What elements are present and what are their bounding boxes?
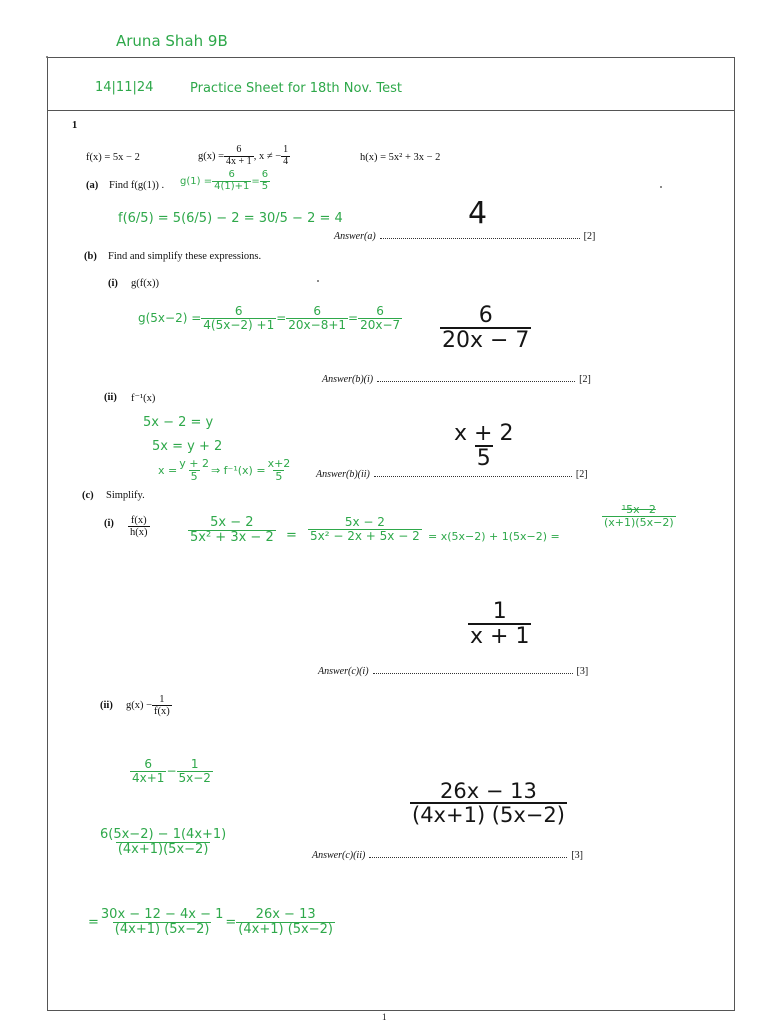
function-g-condition <box>281 145 290 167</box>
part-b-i-label: (i) <box>108 278 118 289</box>
part-c-i-work-1-num: 5x − 2 <box>210 515 254 530</box>
part-a-work-1-den: 4(1)+1 <box>214 180 250 192</box>
header-divider <box>47 110 735 111</box>
part-a-work-1-num: 6 <box>228 169 235 180</box>
part-c-ii-label: (ii) <box>100 700 113 711</box>
part-c-ii-work-1-den2: 5x−2 <box>178 770 211 785</box>
part-c-i-work-4-den: (x+1)(5x−2) <box>604 515 674 529</box>
part-b-ii-work-3-den2: 5 <box>275 469 283 483</box>
part-a-label: (a) <box>86 180 99 191</box>
part-b-ii-expr: f⁻¹(x) <box>131 393 156 404</box>
part-b-i-work-num: 6 <box>234 304 243 318</box>
part-c-i-work-eq: = <box>286 528 297 543</box>
part-a-work-1-num2: 6 <box>261 169 269 180</box>
part-c-ii-work-1-num: 6 <box>144 757 153 771</box>
part-c-i-answer-line <box>318 661 588 679</box>
part-b-i-answer-line <box>322 369 591 387</box>
part-c-ii-work-3-left: = <box>88 914 99 930</box>
part-c-ii-work-3-den: (4x+1) (5x−2) <box>114 921 210 937</box>
header-date: 14|11|24 <box>95 80 154 95</box>
part-b-i-work-frac2 <box>286 305 348 331</box>
part-a-work-1-frac <box>212 170 251 192</box>
part-c-ii-work-1-mid: − <box>166 764 177 779</box>
part-c-ii-work-2-num: 6(5x−2) − 1(4x+1) <box>100 827 227 842</box>
part-c-i-work-4 <box>602 504 676 528</box>
part-b-i-work-frac <box>201 305 276 331</box>
part-b-ii-work-3-frac <box>177 458 211 482</box>
part-c-ii-answer-line <box>312 845 583 863</box>
part-b-ii-work-3-num2: x+2 <box>267 457 291 470</box>
part-b-ii-answer-line <box>316 464 588 482</box>
header-title: Practice Sheet for 18th Nov. Test <box>190 81 403 96</box>
part-b-label: (b) <box>84 251 97 262</box>
part-a-answer: 4 <box>468 196 488 231</box>
part-b-i-dotted-line <box>377 372 575 382</box>
part-c-ii-work-3-den2: (4x+1) (5x−2) <box>238 921 333 937</box>
part-c-ii-work-1-den: 4x+1 <box>132 770 165 785</box>
function-g-cond-den: 4 <box>283 155 289 167</box>
part-a-prompt: Find f(g(1)) . <box>109 180 165 191</box>
part-c-i-work-1 <box>188 516 276 544</box>
part-c-ii-answer <box>410 780 567 826</box>
part-a-work-2: f(6/5) = 5(6/5) − 2 = 30/5 − 2 = 4 <box>118 211 343 226</box>
part-b-ii-work-3-num: y + 2 <box>179 457 209 470</box>
part-c-i-answer-num: 1 <box>492 599 507 624</box>
part-b-i-work-frac3 <box>358 305 402 331</box>
part-b-i-work-end: = <box>348 311 359 326</box>
function-f: f(x) = 5x − 2 <box>86 152 140 163</box>
part-b-ii-work-1: 5x − 2 = y <box>143 415 214 430</box>
part-c-ii-expr-frac <box>152 694 172 717</box>
part-a-work-1-frac2 <box>260 170 270 192</box>
part-c-prompt: Simplify. <box>106 490 145 501</box>
part-c-i-label: (i) <box>104 518 114 529</box>
part-c-i-expr <box>128 515 150 538</box>
part-c-i-work-1-den: 5x² + 3x − 2 <box>190 529 274 545</box>
part-c-ii-expr-den: f(x) <box>154 706 170 718</box>
part-c-i-marks: [3] <box>576 666 589 677</box>
part-c-ii-dotted-line <box>369 848 567 858</box>
part-b-i-work-den2: 20x−8+1 <box>288 317 347 332</box>
function-g-prefix: g(x) = <box>198 150 225 162</box>
part-b-i-expr: g(f(x)) <box>131 278 159 289</box>
part-c-ii-work-3-num: 30x − 12 − 4x − 1 <box>100 907 224 922</box>
part-b-ii-answer-num: x + 2 <box>454 421 514 446</box>
part-c-i-answer-label: Answer(c)(i) <box>318 666 369 677</box>
part-c-ii-expr-num: 1 <box>159 694 165 705</box>
part-b-i-work-left: g(5x−2) = <box>138 311 202 326</box>
part-b-ii-work-3-frac2 <box>266 458 293 482</box>
part-b-i-work-den3: 20x−7 <box>360 317 401 332</box>
function-g-num: 6 <box>236 144 242 155</box>
part-b-i-answer-den: 20x − 7 <box>442 328 530 354</box>
part-a-dotted-line <box>380 229 580 239</box>
scan-speck <box>317 280 319 282</box>
part-b-ii-answer-label: Answer(b)(ii) <box>316 469 370 480</box>
part-a-work-1-den2: 5 <box>261 180 269 192</box>
part-c-ii-marks: [3] <box>571 850 583 861</box>
part-a-work-1 <box>180 170 270 192</box>
function-g-cond-num: 1 <box>283 144 289 155</box>
student-name: Aruna Shah 9B <box>116 32 228 50</box>
part-c-ii-work-3-num2: 26x − 13 <box>255 907 316 922</box>
part-c-ii-work-1 <box>130 758 213 784</box>
part-c-ii-expr <box>126 694 172 717</box>
scan-speck <box>46 56 48 58</box>
function-g <box>198 145 290 167</box>
question-number: 1 <box>72 120 78 131</box>
part-c-i-expr-num: f(x) <box>130 515 147 526</box>
function-g-suffix: , x ≠ − <box>253 150 282 162</box>
part-c-ii-work-1-frac <box>130 758 166 784</box>
part-c-ii-answer-num: 26x − 13 <box>440 779 537 803</box>
part-c-ii-work-3-frac2 <box>236 908 335 936</box>
part-b-ii-work-2: 5x = y + 2 <box>152 439 223 454</box>
part-c-i-work-2-num: 5x − 2 <box>344 515 385 529</box>
part-c-ii-answer-den: (4x+1) (5x−2) <box>412 803 565 828</box>
part-c-i-work-4-num: ¹5x−2 <box>621 503 656 516</box>
part-c-ii-answer-label: Answer(c)(ii) <box>312 850 366 861</box>
part-b-i-work-num2: 6 <box>313 304 321 318</box>
part-c-i-dotted-line <box>373 664 573 674</box>
part-a-work-1-eq: = <box>251 175 260 187</box>
part-c-ii-work-1-frac2 <box>177 758 213 784</box>
part-c-i-work-3: = x(5x−2) + 1(5x−2) = <box>428 530 560 543</box>
part-b-ii-answer-den: 5 <box>476 446 491 472</box>
function-h: h(x) = 5x² + 3x − 2 <box>360 152 441 163</box>
part-b-ii-work-3 <box>158 458 292 482</box>
function-g-fraction <box>224 145 254 167</box>
part-c-ii-work-3-mid: = <box>225 914 237 930</box>
part-b-i-answer-num: 6 <box>478 303 493 328</box>
part-c-ii-work-1-num2: 1 <box>190 757 199 771</box>
part-b-i-work-mid: = <box>276 311 287 326</box>
part-a-marks: [2] <box>583 231 596 242</box>
part-c-ii-expr-prefix: g(x) − <box>126 700 153 712</box>
function-g-den: 4x + 1 <box>226 155 252 167</box>
part-b-ii-marks: [2] <box>575 469 588 480</box>
part-c-ii-work-2-den: (4x+1)(5x−2) <box>117 841 209 857</box>
part-b-ii-work-3-den: 5 <box>190 469 198 483</box>
scan-speck <box>660 186 662 188</box>
part-b-ii-answer <box>452 422 515 470</box>
part-c-ii-work-3-frac <box>99 908 225 936</box>
part-b-prompt: Find and simplify these expressions. <box>108 251 262 262</box>
part-c-ii-work-3 <box>88 908 335 936</box>
part-b-i-marks: [2] <box>579 374 591 385</box>
part-b-i-work-den: 4(5x−2) +1 <box>203 317 275 332</box>
part-b-ii-dotted-line <box>374 467 572 477</box>
part-c-i-work-2-den: 5x² − 2x + 5x − 2 <box>310 528 420 543</box>
part-b-i-answer <box>440 304 531 352</box>
part-c-i-expr-den: h(x) <box>130 527 148 539</box>
part-c-i-answer-den: x + 1 <box>470 624 530 650</box>
page-number: 1 <box>382 1012 387 1022</box>
part-c-i-work-2 <box>308 516 422 542</box>
part-b-ii-work-3-left: x = <box>158 463 178 477</box>
part-b-i-answer-label: Answer(b)(i) <box>322 374 374 385</box>
part-b-i-work <box>138 305 402 331</box>
part-a-answer-label: Answer(a) <box>334 231 376 242</box>
part-b-ii-label: (ii) <box>104 392 117 403</box>
part-a-answer-line <box>334 226 595 244</box>
part-b-ii-work-3-mid: ⇒ f⁻¹(x) = <box>210 463 266 477</box>
part-c-ii-work-2 <box>98 828 228 856</box>
part-c-label: (c) <box>82 490 94 501</box>
part-c-i-answer <box>468 600 531 648</box>
part-a-work-1-left: g(1) = <box>180 175 213 187</box>
part-b-i-work-num3: 6 <box>376 304 384 318</box>
